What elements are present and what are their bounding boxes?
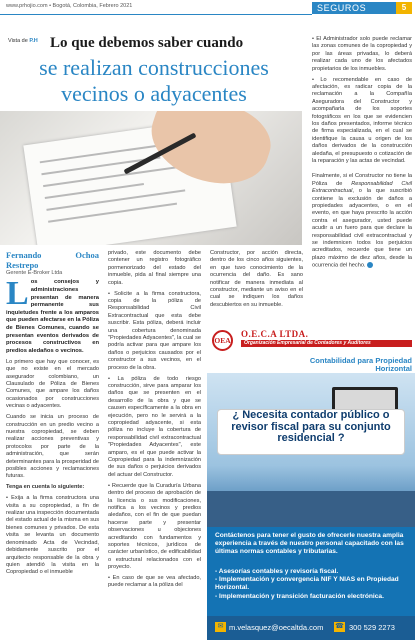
- paragraph-2: Cuando se inicia un proceso de construcción en un predio vecino a nuestra copropiedad, se deben realizar acciones preventivas y protocolos por parte de la administración, que serán determinantes para la prosperidad de posibles acciones y reclamaciones futuras.: [6, 414, 99, 480]
- rubric: [8, 38, 38, 45]
- column-1: [6, 250, 99, 580]
- paragraph-1: Lo primero que hay que conocer, es que no existe en el mercado asegurador colombiano, un Clausulado de Póliza de Bienes Comunes, que ampare los daños ocasionados por construcciones vecinas o adyacentes.: [6, 358, 99, 410]
- phone-icon: ☎: [335, 623, 344, 630]
- bullet-3: • La póliza de todo riesgo construcción, sirve para amparar los daños que se presenten en el desarrollo de la obra y que se causen específicamente a la obra en ejecución, pero no le servirá a la copropiedad adyacente, si esta póliza no incluye la cobertura de responsabilidad civil extracontractual "Propiedades Adyacentes", este amparo, es el que puede activar la Copropiedad para la indemnización de sus daños o perjuicios derivados del actuar del Constructor.: [108, 375, 201, 478]
- title-line-3: vecinos o adyacentes: [61, 81, 247, 106]
- lead-paragraph: [6, 275, 99, 355]
- author-name: Fernando Ochoa Restrepo: [6, 250, 99, 270]
- ad-service-item: - Implementación y convergencia NIF Y NIAS en Propiedad Horizontal.: [215, 576, 399, 592]
- bullet-1: • Exija a la firma constructora una visita a su copropiedad, a fin de realizar una inspección documentada del estado actual de la misma en sus bienes comunes y privados. De esta visita se levanta un documento denominado Acta de Vecindad, debidamente suscrito por el arquitecto responsable de la obra y quien atendió la visita en la Copropiedad o el inmueble: [6, 495, 99, 576]
- desk-shape: [207, 491, 415, 527]
- page-header: [0, 0, 416, 36]
- bullet-5-continued: Constructor, por acción directa, dentro de los cinco años siguientes, en que tuvo conocimiento de la ocurrencia del daño. Es sano notificar de manera inmediata al constructor, mediante un aviso en el cual se indiquen los daños descubiertos en su inmueble.: [210, 250, 303, 308]
- bullet-1-continued: privado, este documento debe contener un registro fotográfico pormenorizado del estado del inmueble, pida al final siempre una copia.: [108, 250, 201, 286]
- ad-service-item: - Asesorías contables y revisoría fiscal.: [215, 568, 339, 575]
- title-line-2: se realizan construcciones: [39, 55, 269, 80]
- article-photo: [0, 111, 302, 245]
- author-role: Gerente E-Broker Ltda: [6, 270, 63, 276]
- lead-text: os consejos y administraciones presentan de manera permanente sus inquietudes frente a los amparos que pueden afectarse en la Póliza de Bienes Comunes, cuando se presentan eventos derivados de procesos constructivos en predios aledaños o vecinos.: [6, 279, 99, 354]
- bullet-4: • Recuerde que la Curaduría Urbana dentro del proceso de aprobación de la licencia o sus modificaciones, notifica a los vecinos y predios aledaños, con el fin de que puedan hacerse parte y presentar observaciones u objeciones acreditando con fundamentos y soportes técnicos, jurídicos de carácter urbanístico, de edificabilidad o estructural relacionados con el proyecto.: [108, 482, 201, 571]
- ad-services-list: [215, 568, 411, 601]
- ad-service-item: - Implementación y transición facturación electrónica.: [215, 592, 384, 600]
- bullet-6: • El Administrador solo puede reclamar las zonas comunes de la copropiedad y por las áreas privadas, lo deberá realizar cada uno de los afectados propietarios de los inmuebles.: [312, 36, 412, 72]
- envelope-icon: ✉: [215, 622, 226, 632]
- closing-text-a: Finalmente, si el Constructor no tiene la Póliza de: [312, 173, 412, 187]
- company-name: O.E.C.A LTDA.: [241, 329, 309, 339]
- bullet-5: • En caso de que se vea afectado, puede reclamar a la póliza del: [108, 575, 201, 589]
- closing-emphasis: Responsabilidad Civil Extracontractual: [312, 180, 412, 195]
- bullet-7: • Lo recomendable en caso de afectación, es radicar copia de la reclamación a la Compañía Aseguradora del Constructor y acompañarla de los soportes fotográficos en los que se evidencien los daños presentados, informe técnico de firma especializada, en el cual se identifique la causa u origen de los daños derivados de la construcción aledaña, el presupuesto o cotización de la reparación y las actas de vecindad.: [312, 76, 412, 164]
- column-4: [312, 36, 412, 274]
- ad-phone[interactable]: 300 529 2273: [349, 623, 395, 632]
- closing-text-b: , o la que suscribió contiene la exclusión de daños a propiedades adyacentes, o en el evento, en que haya prescrito la acción contra el asegurador, usted puede acudir a un fuero para que declare la responsabilidad civil extracontractual y se indemnicen todos los perjuicios acreditados, recuerde que tiene un plazo máximo de diez años, desde la ocurrencia del hecho.: [312, 188, 412, 269]
- column-2: [108, 250, 201, 593]
- end-mark-icon: [367, 262, 373, 268]
- subheading: Tenga en cuenta lo siguiente:: [6, 484, 85, 491]
- section-label: SEGUROS: [312, 2, 396, 14]
- rubric-prefix: Vista de: [8, 38, 28, 44]
- title-line-1: Lo que debemos saber cuando: [50, 35, 244, 51]
- site-info: www.prhojio.com • Bogotá, Colombia, Febrero 2021: [6, 3, 133, 9]
- ad-email[interactable]: m.velasquez@oecaltda.com: [229, 623, 324, 632]
- company-logo-icon: OEA: [212, 330, 233, 351]
- bullet-2: • Solicite a la firma constructora, copia de la póliza de Responsabilidad Civil Extracontractual que esta debe suscribir. Esta póliza, deberá incluir una cobertura denominada "Propiedades Adyacentes", la cual se podría activar para que ampare los daños o perjuicios causados por el constructor a sus vecinos, en el proceso de la obra.: [108, 290, 201, 371]
- advertisement[interactable]: [207, 327, 415, 640]
- ad-body: Contáctenos para tener el gusto de ofrecerle nuestra amplia experiencia a través de nuestro personal capacitado con las últimas normas contables y tributarias.: [215, 532, 404, 555]
- drop-cap: L: [6, 275, 29, 313]
- column-3: [210, 250, 303, 313]
- closing-paragraph: [312, 173, 412, 270]
- company-descriptor: Organización Empresarial de Contadores y Auditores: [241, 340, 412, 347]
- ad-question: ¿ Necesita contador público o revisor fiscal para su conjunto residencial ?: [231, 409, 391, 444]
- ad-tagline: Contabilidad para Propiedad Horizontal: [309, 356, 412, 373]
- rubric-brand: P.H: [29, 38, 38, 44]
- title-main: [4, 55, 304, 107]
- page-number: 5: [396, 2, 412, 14]
- header-rule: [0, 14, 312, 15]
